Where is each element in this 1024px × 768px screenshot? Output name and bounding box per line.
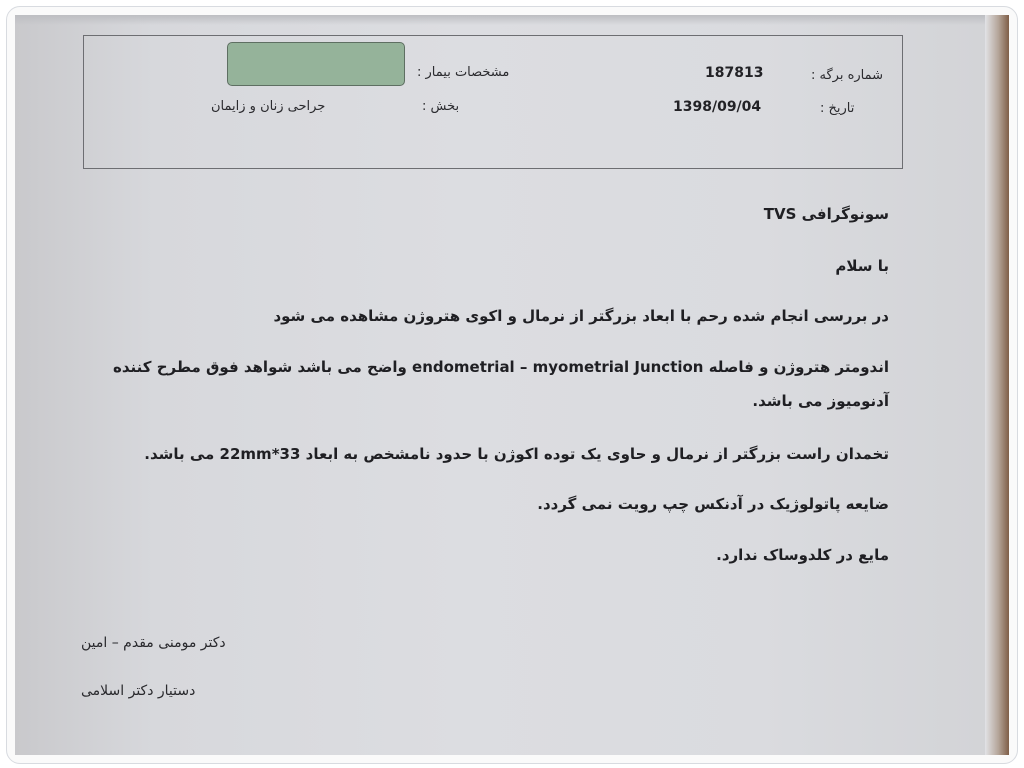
report-paragraph-2-continued: آدنومیوز می باشد. bbox=[752, 392, 889, 410]
image-frame bbox=[6, 6, 1018, 764]
doctor-signature: دکتر مومنی مقدم – امین bbox=[81, 635, 226, 651]
document-photo bbox=[15, 15, 1009, 755]
date-value: 1398/09/04 bbox=[673, 99, 762, 115]
assistant-signature: دستیار دکتر اسلامی bbox=[81, 683, 196, 699]
report-paragraph-2: اندومتر هتروژن و فاصله endometrial – myometrial Junction واضح می باشد شواهد فوق مطرح کننده bbox=[113, 358, 889, 376]
photo-shadow-top bbox=[15, 15, 1009, 25]
report-paragraph-1: در بررسی انجام شده رحم با ابعاد بزرگتر از نرمال و اکوی هتروژن مشاهده می شود bbox=[273, 307, 889, 325]
header-box bbox=[83, 35, 903, 169]
sheet-number-value: 187813 bbox=[705, 65, 764, 81]
report-paragraph-3: تخمدان راست بزرگتر از نرمال و حاوی یک توده اکوژن با حدود نامشخص به ابعاد 33*22mm می باشد. bbox=[144, 445, 889, 463]
report-greeting: با سلام bbox=[835, 257, 889, 275]
report-paragraph-5: مایع در کلدوساک ندارد. bbox=[716, 546, 889, 564]
ward-label: بخش : bbox=[422, 99, 460, 114]
date-label: تاریخ : bbox=[820, 101, 855, 116]
redacted-patient-info bbox=[227, 42, 405, 86]
report-paragraph-4: ضایعه پاتولوژیک در آدنکس چپ رویت نمی گردد. bbox=[537, 495, 889, 513]
patient-label: مشخصات بیمار : bbox=[417, 65, 510, 80]
photo-edge-right bbox=[985, 15, 1009, 755]
report-title: سونوگرافی TVS bbox=[763, 205, 889, 223]
ward-value: جراحی زنان و زایمان bbox=[211, 99, 326, 114]
sheet-number-label: شماره برگه : bbox=[811, 68, 884, 83]
